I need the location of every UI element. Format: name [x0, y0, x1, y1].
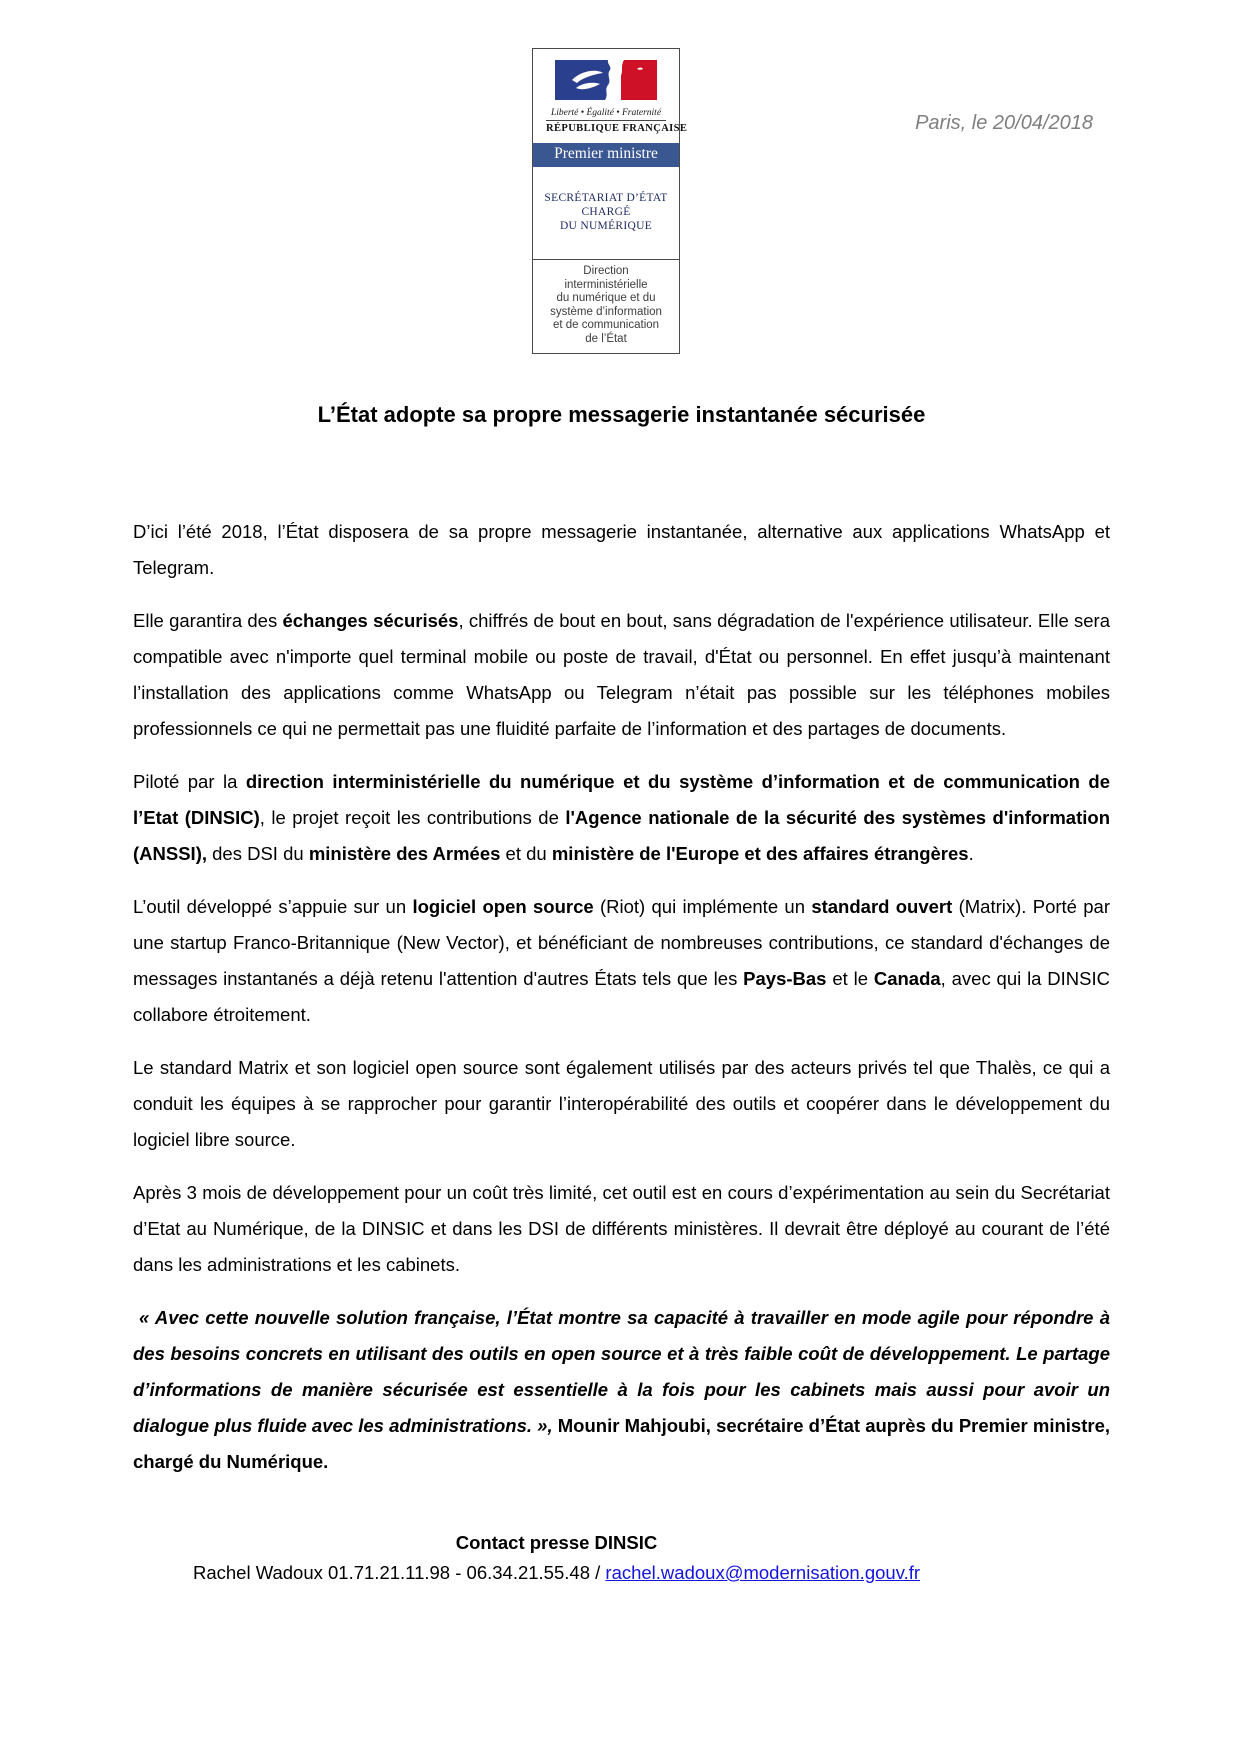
text-segment: Canada — [873, 968, 941, 989]
secretariat-detat-numerique-label — [533, 167, 679, 259]
text-segment: Après 3 mois de développement pour un coût très limité, cet outil est en cours d’expérimentation au sein du Secrétariat d’Etat au Numérique, de la DINSIC et dans les DSI de différents ministères. Il devrait être déployé au courant de l’été dans les administrations et les cabinets. — [133, 1182, 1110, 1275]
logo-text-line: de l’État — [585, 332, 627, 345]
logo-text-line: DU NUMÉRIQUE — [559, 220, 653, 232]
text-segment: échanges sécurisés — [282, 610, 459, 631]
text-segment: direction interministérielle du numérique et du système d’information et de communication de l’Etat (DINSIC) — [133, 771, 1110, 828]
premier-ministre-banner: Premier ministre — [533, 143, 679, 167]
contact-line — [133, 1562, 980, 1584]
quote-paragraph — [133, 1300, 1110, 1480]
text-segment: ministère de l'Europe et des affaires étrangères — [551, 843, 969, 864]
text-segment: « Avec cette nouvelle solution française, l’État montre sa capacité à travailler en mode agile pour répondre à des besoins concrets en utilisant des outils en open source et à très faible coût de développement. Le partage d’informations de manière sécurisée est essentielle à la fois pour les cabinets mais aussi pour avoir un dialogue plus fluide avec les administrations. », — [133, 1307, 1110, 1436]
body-paragraph — [133, 514, 1110, 586]
text-segment: Elle garantira des — [133, 610, 283, 631]
text-segment: Pays-Bas — [743, 968, 827, 989]
body-paragraph — [133, 764, 1110, 872]
text-segment: , chiffrés de bout en bout, sans dégradation de l'expérience utilisateur. Elle sera compatible avec n'importe quel terminal mobile ou poste de travail, d'État ou personnel. En effet jusqu’à maintenant l’installation des applications comme WhatsApp ou Telegram n’était pas possible sur les téléphones mobiles professionnels ce qui ne permettait pas une fluidité parfaite de l’information et des partages de documents. — [133, 610, 1110, 739]
direction-dinsic-label — [533, 259, 679, 353]
press-contact-footer — [133, 1532, 980, 1584]
text-segment: ministère des Armées — [308, 843, 501, 864]
contact-heading: Contact presse DINSIC — [455, 1532, 658, 1553]
republique-francaise-label: RÉPUBLIQUE FRANÇAISE — [546, 120, 666, 143]
dateline: Paris, le 20/04/2018 — [915, 112, 1093, 134]
document-header — [0, 0, 1240, 345]
text-segment: et du — [500, 843, 552, 864]
logo-text-line: SECRÉTARIAT D’ÉTAT — [544, 192, 668, 204]
logo-text-line: interministérielle — [564, 278, 648, 291]
text-segment: , le projet reçoit les contributions de — [259, 807, 566, 828]
logo-text-line: du numérique et du — [556, 292, 656, 304]
text-segment: L’outil développé s’appuie sur un — [133, 896, 413, 917]
body-paragraph — [133, 1050, 1110, 1158]
body-paragraph — [133, 1175, 1110, 1283]
text-segment: (Riot) qui implémente un — [593, 896, 812, 917]
text-segment: des DSI du — [207, 843, 309, 864]
government-logo-block — [532, 48, 688, 354]
body-paragraph — [133, 889, 1110, 1033]
logo-text-line: Direction — [583, 265, 629, 277]
press-release-body — [133, 514, 1110, 1480]
logo-text-line: système d’information — [550, 305, 662, 318]
body-paragraph — [133, 603, 1110, 747]
text-segment: et le — [826, 968, 874, 989]
text-segment: Piloté par la — [133, 771, 246, 792]
text-segment: standard ouvert — [811, 896, 953, 917]
text-segment: logiciel open source — [412, 896, 594, 917]
motto-liberte-egalite-fraternite: Liberté • Égalité • Fraternité — [550, 108, 662, 118]
logo-text-line: et de communication — [552, 319, 660, 331]
contact-name-phones: Rachel Wadoux 01.71.21.11.98 - 06.34.21.55.48 / — [192, 1562, 606, 1583]
text-segment: . — [968, 843, 974, 864]
text-segment: D’ici l’été 2018, l’État disposera de sa propre messagerie instantanée, alternative aux applications WhatsApp et Telegram. — [133, 521, 1110, 578]
text-segment: Le standard Matrix et son logiciel open source sont également utilisés par des acteurs privés tel que Thalès, ce qui a conduit les équipes à se rapprocher pour garantir l’interopérabilité des outils et coopérer dans le développement du logiciel libre source. — [133, 1057, 1110, 1150]
text-segment: l'Agence nationale de la sécurité des systèmes d'information (ANSSI), — [133, 807, 1110, 864]
logo-text-line: CHARGÉ — [581, 206, 631, 218]
press-release-title: L’État adopte sa propre messagerie instantanée sécurisée — [317, 402, 926, 427]
text-segment: (Matrix). Porté par une startup Franco-Britannique (New Vector), et bénéficiant de nombreuses contributions, ce standard d'échanges de messages instantanés a déjà retenu l'attention d'autres États tels que les — [133, 896, 1110, 989]
marianne-flag-logo — [533, 49, 679, 105]
text-segment: Mounir Mahjoubi, secrétaire d’État auprès du Premier ministre, chargé du Numérique. — [133, 1415, 1110, 1472]
text-segment: , avec qui la DINSIC collabore étroitement. — [133, 968, 1111, 1025]
email-link[interactable]: rachel.wadoux@modernisation.gouv.fr — [605, 1562, 921, 1583]
